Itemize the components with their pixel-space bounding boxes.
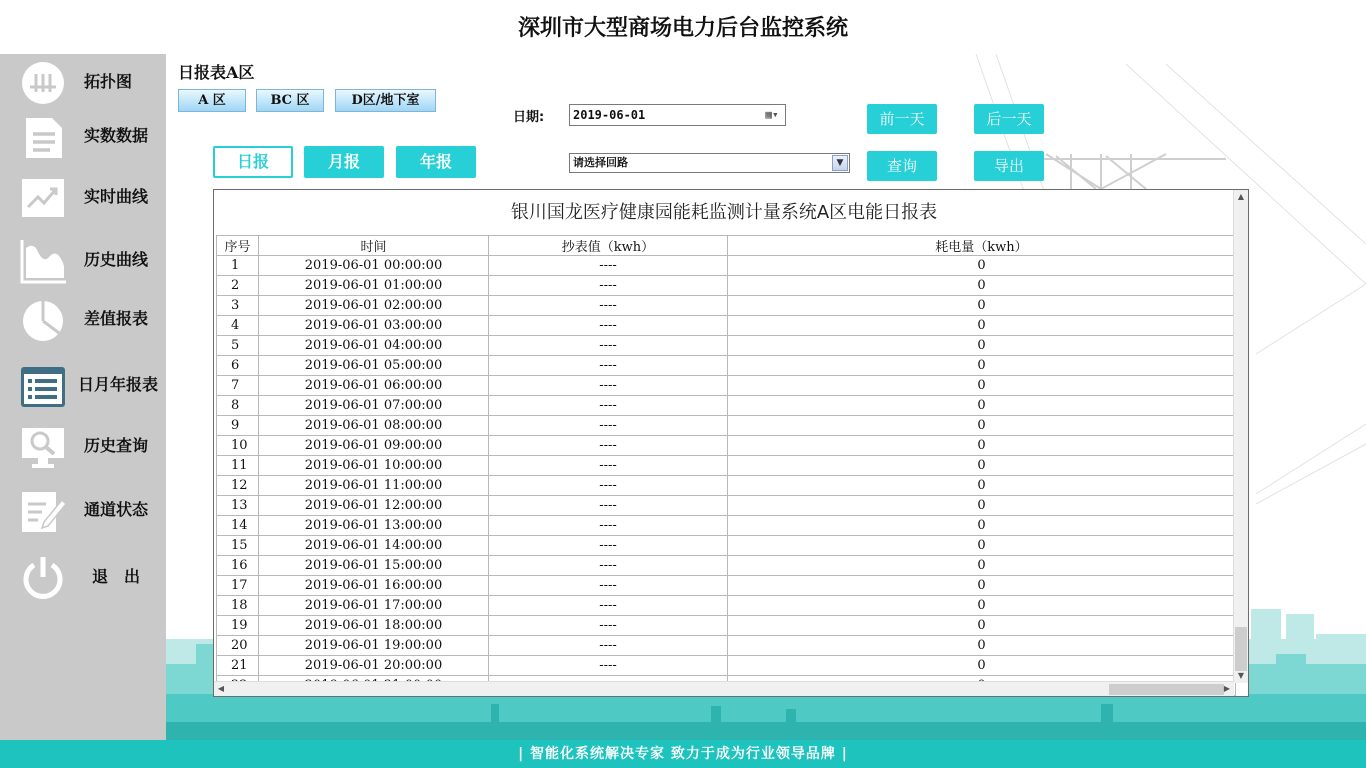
vertical-scroll-thumb[interactable] xyxy=(1235,627,1247,671)
tab-yearly-report[interactable]: 年报 xyxy=(396,146,476,178)
row-consumption: 0 xyxy=(728,396,1236,416)
date-label: 日期: xyxy=(513,110,545,125)
table-row[interactable] xyxy=(217,556,1236,576)
row-meter-reading: ---- xyxy=(489,256,728,276)
table-row[interactable] xyxy=(217,416,1236,436)
row-index: 19 xyxy=(217,616,259,636)
row-consumption: 0 xyxy=(728,276,1236,296)
zone-d-basement-button[interactable]: D区/地下室 xyxy=(335,89,436,112)
row-meter-reading: ---- xyxy=(489,596,728,616)
row-consumption: 0 xyxy=(728,376,1236,396)
table-row[interactable] xyxy=(217,396,1236,416)
row-index: 12 xyxy=(217,476,259,496)
row-meter-reading: ---- xyxy=(489,536,728,556)
column-header-index: 序号 xyxy=(217,236,259,256)
sidebar-item-realtime-data[interactable] xyxy=(0,108,166,164)
zone-bc-button[interactable]: BC 区 xyxy=(256,89,324,112)
column-header-time: 时间 xyxy=(259,236,489,256)
row-index: 10 xyxy=(217,436,259,456)
row-meter-reading: ---- xyxy=(489,616,728,636)
row-consumption: 0 xyxy=(728,436,1236,456)
row-time: 2019-06-01 05:00:00 xyxy=(259,356,489,376)
row-time: 2019-06-01 02:00:00 xyxy=(259,296,489,316)
page-title: 日报表A区 xyxy=(178,63,255,82)
prev-day-button[interactable]: 前一天 xyxy=(867,104,937,134)
row-index: 6 xyxy=(217,356,259,376)
sidebar-item-channel-status[interactable] xyxy=(0,482,166,538)
row-time: 2019-06-01 11:00:00 xyxy=(259,476,489,496)
table-row[interactable] xyxy=(217,476,1236,496)
table-row[interactable] xyxy=(217,656,1236,676)
sidebar xyxy=(0,54,166,740)
row-time: 2019-06-01 03:00:00 xyxy=(259,316,489,336)
row-meter-reading: ---- xyxy=(489,356,728,376)
zone-a-button[interactable]: A 区 xyxy=(178,89,246,112)
topology-icon xyxy=(20,60,66,106)
pie-chart-icon xyxy=(20,297,66,343)
calendar-dropdown-icon[interactable]: ▦▾ xyxy=(765,108,779,121)
date-value: 2019-06-01 xyxy=(573,108,646,122)
row-meter-reading: ---- xyxy=(489,376,728,396)
row-meter-reading: ---- xyxy=(489,496,728,516)
sidebar-item-label: 历史查询 xyxy=(84,436,149,455)
report-table-body xyxy=(217,256,1236,696)
row-consumption: 0 xyxy=(728,356,1236,376)
sidebar-item-logout[interactable] xyxy=(0,549,166,605)
row-meter-reading: ---- xyxy=(489,476,728,496)
circuit-select-value: 请选择回路 xyxy=(573,156,628,169)
sidebar-item-realtime-curve[interactable] xyxy=(0,169,166,225)
row-index: 20 xyxy=(217,636,259,656)
row-index: 2 xyxy=(217,276,259,296)
table-row[interactable] xyxy=(217,376,1236,396)
table-row[interactable] xyxy=(217,336,1236,356)
row-meter-reading: ---- xyxy=(489,416,728,436)
row-index: 8 xyxy=(217,396,259,416)
sidebar-item-history-curve[interactable] xyxy=(0,232,166,288)
table-row[interactable] xyxy=(217,596,1236,616)
sidebar-item-label: 差值报表 xyxy=(84,309,149,328)
row-index: 17 xyxy=(217,576,259,596)
row-meter-reading: ---- xyxy=(489,276,728,296)
table-row[interactable] xyxy=(217,276,1236,296)
row-meter-reading: ---- xyxy=(489,336,728,356)
row-meter-reading: ---- xyxy=(489,516,728,536)
tab-monthly-report[interactable]: 月报 xyxy=(304,146,384,178)
table-row[interactable] xyxy=(217,576,1236,596)
vertical-scrollbar[interactable] xyxy=(1233,190,1248,683)
row-consumption: 0 xyxy=(728,536,1236,556)
row-consumption: 0 xyxy=(728,596,1236,616)
scroll-down-arrow-icon[interactable]: ▼ xyxy=(1237,671,1245,680)
table-row[interactable] xyxy=(217,536,1236,556)
horizontal-scroll-thumb[interactable] xyxy=(1109,684,1224,695)
next-day-button[interactable]: 后一天 xyxy=(974,104,1044,134)
document-icon xyxy=(20,114,66,160)
table-row[interactable] xyxy=(217,436,1236,456)
footer-slogan: | 智能化系统解决专家 致力于成为行业领导品牌 | xyxy=(0,740,1366,768)
row-index: 7 xyxy=(217,376,259,396)
report-table xyxy=(216,235,1236,696)
circuit-select[interactable] xyxy=(569,153,850,173)
scroll-right-arrow-icon[interactable]: ▶ xyxy=(1223,684,1231,693)
line-chart-icon xyxy=(20,175,66,221)
row-consumption: 0 xyxy=(728,576,1236,596)
row-meter-reading: ---- xyxy=(489,576,728,596)
edit-document-icon xyxy=(20,488,66,534)
column-header-meter-reading: 抄表值（kwh） xyxy=(489,236,728,256)
chevron-down-icon[interactable]: ▼ xyxy=(832,155,848,171)
table-row[interactable] xyxy=(217,616,1236,636)
query-button[interactable]: 查询 xyxy=(867,151,937,181)
row-time: 2019-06-01 06:00:00 xyxy=(259,376,489,396)
row-index: 15 xyxy=(217,536,259,556)
scroll-left-arrow-icon[interactable]: ◀ xyxy=(217,684,225,693)
row-index: 11 xyxy=(217,456,259,476)
sidebar-item-label: 退 出 xyxy=(92,567,141,586)
table-row[interactable] xyxy=(217,516,1236,536)
search-monitor-icon xyxy=(20,424,66,470)
row-index: 5 xyxy=(217,336,259,356)
row-meter-reading: ---- xyxy=(489,456,728,476)
app-title: 深圳市大型商场电力后台监控系统 xyxy=(517,15,848,41)
row-index: 14 xyxy=(217,516,259,536)
row-consumption: 0 xyxy=(728,616,1236,636)
area-chart-icon xyxy=(20,238,66,284)
row-time: 2019-06-01 15:00:00 xyxy=(259,556,489,576)
row-time: 2019-06-01 18:00:00 xyxy=(259,616,489,636)
sidebar-item-history-query[interactable] xyxy=(0,418,166,474)
row-meter-reading: ---- xyxy=(489,556,728,576)
table-row[interactable] xyxy=(217,296,1236,316)
sidebar-item-label: 历史曲线 xyxy=(84,250,149,269)
row-consumption: 0 xyxy=(728,456,1236,476)
sidebar-item-label: 实时曲线 xyxy=(84,187,149,206)
row-time: 2019-06-01 08:00:00 xyxy=(259,416,489,436)
scroll-up-arrow-icon[interactable]: ▲ xyxy=(1237,192,1245,201)
row-time: 2019-06-01 01:00:00 xyxy=(259,276,489,296)
row-index: 3 xyxy=(217,296,259,316)
row-meter-reading: ---- xyxy=(489,396,728,416)
table-row[interactable] xyxy=(217,256,1236,276)
row-consumption: 0 xyxy=(728,336,1236,356)
horizontal-scrollbar[interactable] xyxy=(214,681,1234,696)
sidebar-item-label: 通道状态 xyxy=(84,500,149,519)
row-consumption: 0 xyxy=(728,416,1236,436)
report-title: 银川国龙医疗健康园能耗监测计量系统A区电能日报表 xyxy=(510,202,938,223)
tab-daily-report[interactable]: 日报 xyxy=(213,146,293,178)
sidebar-item-label: 拓扑图 xyxy=(84,72,133,91)
row-consumption: 0 xyxy=(728,256,1236,276)
row-consumption: 0 xyxy=(728,516,1236,536)
row-time: 2019-06-01 04:00:00 xyxy=(259,336,489,356)
power-icon xyxy=(20,555,66,601)
row-meter-reading: ---- xyxy=(489,656,728,676)
row-meter-reading: ---- xyxy=(489,436,728,456)
row-consumption: 0 xyxy=(728,296,1236,316)
row-time: 2019-06-01 19:00:00 xyxy=(259,636,489,656)
report-list-icon xyxy=(20,363,66,409)
sidebar-item-difference-report[interactable] xyxy=(0,291,166,347)
table-row[interactable] xyxy=(217,636,1236,656)
row-time: 2019-06-01 12:00:00 xyxy=(259,496,489,516)
row-time: 2019-06-01 14:00:00 xyxy=(259,536,489,556)
table-row[interactable] xyxy=(217,456,1236,476)
row-time: 2019-06-01 16:00:00 xyxy=(259,576,489,596)
row-consumption: 0 xyxy=(728,316,1236,336)
row-meter-reading: ---- xyxy=(489,636,728,656)
column-header-consumption: 耗电量（kwh） xyxy=(728,236,1236,256)
report-panel xyxy=(213,189,1249,697)
table-header-row xyxy=(217,236,1236,256)
sidebar-item-label: 实数数据 xyxy=(84,126,149,145)
row-index: 13 xyxy=(217,496,259,516)
row-index: 4 xyxy=(217,316,259,336)
row-index: 21 xyxy=(217,656,259,676)
row-time: 2019-06-01 00:00:00 xyxy=(259,256,489,276)
row-index: 9 xyxy=(217,416,259,436)
row-time: 2019-06-01 10:00:00 xyxy=(259,456,489,476)
sidebar-item-daily-monthly-yearly-report[interactable] xyxy=(0,357,166,413)
date-picker-input[interactable] xyxy=(569,104,786,126)
row-consumption: 0 xyxy=(728,496,1236,516)
export-button[interactable]: 导出 xyxy=(974,151,1044,181)
row-time: 2019-06-01 13:00:00 xyxy=(259,516,489,536)
row-index: 16 xyxy=(217,556,259,576)
row-time: 2019-06-01 09:00:00 xyxy=(259,436,489,456)
table-row[interactable] xyxy=(217,316,1236,336)
row-meter-reading: ---- xyxy=(489,316,728,336)
row-time: 2019-06-01 20:00:00 xyxy=(259,656,489,676)
row-time: 2019-06-01 17:00:00 xyxy=(259,596,489,616)
row-consumption: 0 xyxy=(728,636,1236,656)
row-index: 1 xyxy=(217,256,259,276)
sidebar-item-label: 日月年报表 xyxy=(78,375,159,394)
row-meter-reading: ---- xyxy=(489,296,728,316)
sidebar-item-topology[interactable] xyxy=(0,54,166,110)
row-consumption: 0 xyxy=(728,476,1236,496)
table-row[interactable] xyxy=(217,496,1236,516)
table-row[interactable] xyxy=(217,356,1236,376)
row-consumption: 0 xyxy=(728,656,1236,676)
row-time: 2019-06-01 07:00:00 xyxy=(259,396,489,416)
row-index: 18 xyxy=(217,596,259,616)
row-consumption: 0 xyxy=(728,556,1236,576)
